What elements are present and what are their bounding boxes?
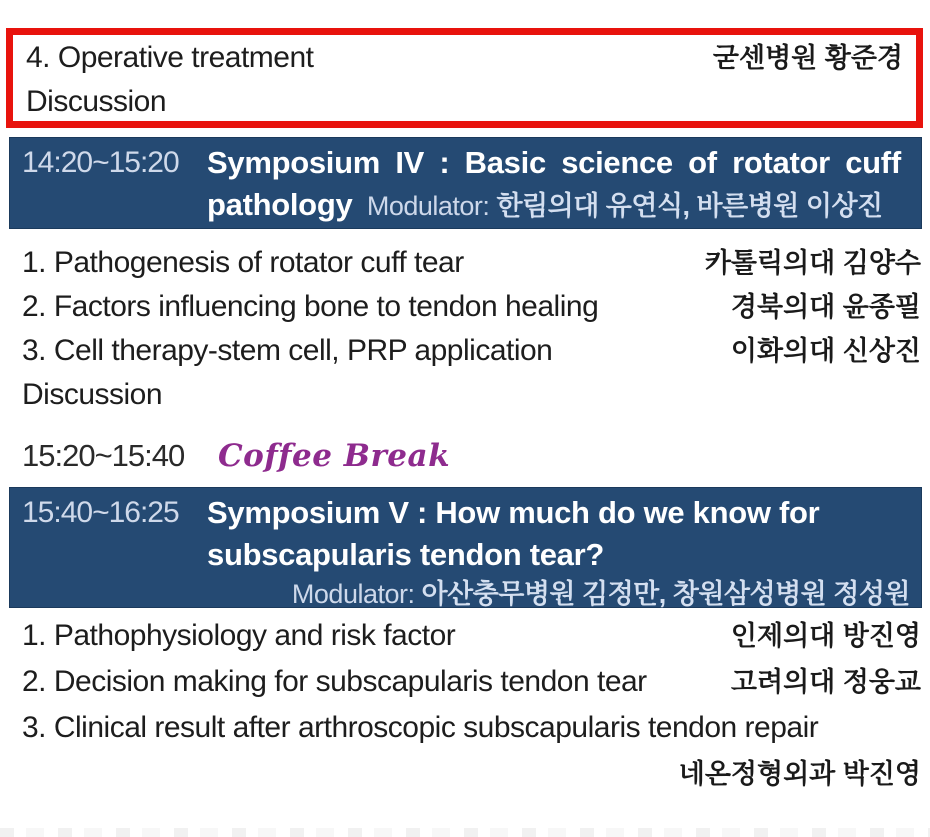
session-item-speaker: 굳센병원 황준경	[712, 43, 903, 73]
modulator-label: Modulator:	[366, 191, 490, 221]
agenda-row	[22, 705, 921, 751]
agenda-speaker: 고려의대 정웅교	[730, 667, 921, 697]
symposium5-title	[207, 492, 912, 576]
discussion-label: Discussion	[22, 378, 163, 411]
symposium5-banner	[9, 487, 922, 608]
modulator-label: Modulator:	[291, 579, 415, 609]
coffee-break-time: 15:20~15:40	[22, 438, 185, 473]
agenda-row	[22, 613, 921, 659]
symposium5-items	[22, 613, 921, 797]
symposium4-items	[22, 241, 921, 417]
agenda-row	[22, 373, 921, 417]
agenda-row	[22, 659, 921, 705]
agenda-row	[22, 241, 921, 285]
agenda-title: 3. Clinical result after arthroscopic subscapularis tendon repair	[22, 711, 819, 744]
agenda-speaker: 네온정형외과 박진영	[678, 759, 921, 789]
agenda-speaker: 카톨릭의대 김양수	[704, 248, 921, 278]
agenda-title: 1. Pathophysiology and risk factor	[22, 619, 456, 652]
agenda-row	[22, 285, 921, 329]
symposium4-modulator	[367, 191, 883, 221]
agenda-row	[22, 329, 921, 373]
symposium4-title-line2-wrap	[207, 184, 912, 226]
symposium4-title	[207, 142, 912, 226]
agenda-speaker: 경북의대 윤종필	[730, 292, 921, 322]
discussion-label: Discussion	[26, 85, 167, 118]
session-row	[26, 80, 903, 123]
symposium5-banner-grid	[22, 492, 912, 576]
agenda-title: 2. Decision making for subscapularis tendon tear	[22, 665, 647, 698]
session-item-title: 4. Operative treatment	[26, 41, 314, 74]
symposium4-banner-grid	[22, 142, 912, 226]
symposium4-banner	[9, 137, 922, 229]
agenda-speaker: 인제의대 방진영	[730, 621, 921, 651]
modulator-names: 아산충무병원 김정만, 창원삼성병원 정성원	[421, 579, 910, 609]
symposium4-time: 14:20~15:20	[22, 146, 179, 179]
symposium5-modulator	[22, 576, 912, 612]
symposium5-title-line1: Symposium V : How much do we know for	[207, 495, 820, 530]
symposium5-title-line2: subscapularis tendon tear?	[207, 537, 605, 572]
agenda-speaker-row	[22, 751, 921, 797]
agenda-speaker: 이화의대 신상진	[730, 336, 921, 366]
agenda-title: 1. Pathogenesis of rotator cuff tear	[22, 246, 464, 279]
coffee-break-label: Coffee Break	[218, 438, 451, 474]
session-row	[26, 36, 903, 80]
highlighted-session-block	[6, 28, 923, 128]
modulator-names: 한림의대 유연식, 바른병원 이상진	[496, 191, 883, 221]
agenda-title: 2. Factors influencing bone to tendon healing	[22, 290, 599, 323]
symposium4-title-line1: Symposium IV : Basic science of rotator cuff	[207, 145, 901, 180]
symposium5-time: 15:40~16:25	[22, 496, 179, 529]
symposium4-title-line2: pathology	[207, 187, 353, 222]
agenda-title: 3. Cell therapy-stem cell, PRP application	[22, 334, 553, 367]
coffee-break-row	[22, 433, 921, 479]
cropped-text-artifact	[0, 828, 930, 837]
